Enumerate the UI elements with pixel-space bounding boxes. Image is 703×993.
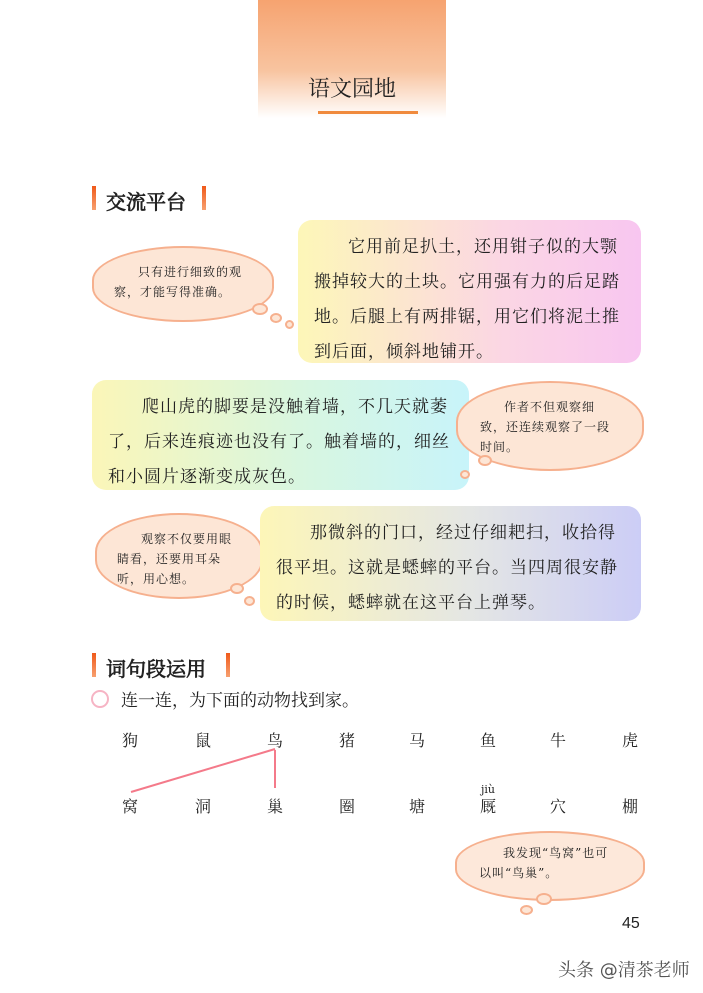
home-word[interactable]: 塘 bbox=[408, 797, 425, 816]
animal-word[interactable]: 猪 bbox=[338, 731, 355, 750]
animal-word[interactable]: 马 bbox=[408, 731, 425, 750]
bubble-dot bbox=[520, 905, 533, 915]
animal-word[interactable]: 虎 bbox=[621, 731, 638, 750]
animal-word[interactable]: 狗 bbox=[121, 731, 138, 750]
home-word[interactable]: 穴 bbox=[549, 797, 566, 816]
bubble-text: 只有进行细致的观察，才能写得准确。 bbox=[114, 265, 243, 299]
animal-word[interactable]: 鱼 bbox=[479, 731, 496, 750]
section-heading-usage: 词句段运用 bbox=[106, 657, 206, 681]
home-word[interactable]: 洞 bbox=[194, 797, 211, 816]
watermark: 头条 @清茶老师 bbox=[558, 960, 690, 981]
home-word[interactable]: 巢 bbox=[266, 797, 283, 816]
pinyin-label: jiù bbox=[480, 783, 495, 796]
page-number: 45 bbox=[622, 915, 640, 932]
home-word[interactable]: 棚 bbox=[621, 797, 638, 816]
excerpt-text: 它用前足扒土，还用钳子似的大颚搬掉较大的土块。它用强有力的后足踏地。后腿上有两排锯，用它们将泥土推到后面，倾斜地铺开。 bbox=[314, 237, 620, 362]
page-title: 语文园地 bbox=[307, 77, 396, 102]
home-word[interactable]: 厩 bbox=[479, 797, 496, 816]
bubble-text: 观察不仅要用眼睛看，还要用耳朵听，用心想。 bbox=[117, 532, 233, 586]
home-word[interactable]: 窝 bbox=[121, 797, 138, 816]
animal-word[interactable]: 鸟 bbox=[266, 731, 283, 750]
task-instruction: 连一连，为下面的动物找到家。 bbox=[121, 691, 359, 711]
excerpt-text: 那微斜的门口，经过仔细耙扫，收拾得很平坦。这就是蟋蟀的平台。当四周很安静的时候，蟋蟀就在这平台上弹琴。 bbox=[276, 523, 618, 613]
thought-bubble bbox=[455, 831, 645, 901]
section-heading-exchange: 交流平台 bbox=[106, 190, 186, 214]
animal-word[interactable]: 鼠 bbox=[194, 731, 211, 750]
match-line-bird-nest bbox=[131, 749, 275, 792]
excerpt-text: 爬山虎的脚要是没触着墙，不几天就萎了，后来连痕迹也没有了。触着墙的，细丝和小圆片逐渐变成灰色。 bbox=[108, 397, 450, 487]
home-word[interactable]: 圈 bbox=[338, 797, 355, 816]
bubble-dot bbox=[536, 893, 552, 905]
bubble-text: 作者不但观察细致，还连续观察了一段时间。 bbox=[480, 400, 611, 454]
animal-word[interactable]: 牛 bbox=[549, 731, 566, 750]
bubble-text: 我发现“鸟窝”也可以叫“鸟巢”。 bbox=[479, 846, 609, 880]
